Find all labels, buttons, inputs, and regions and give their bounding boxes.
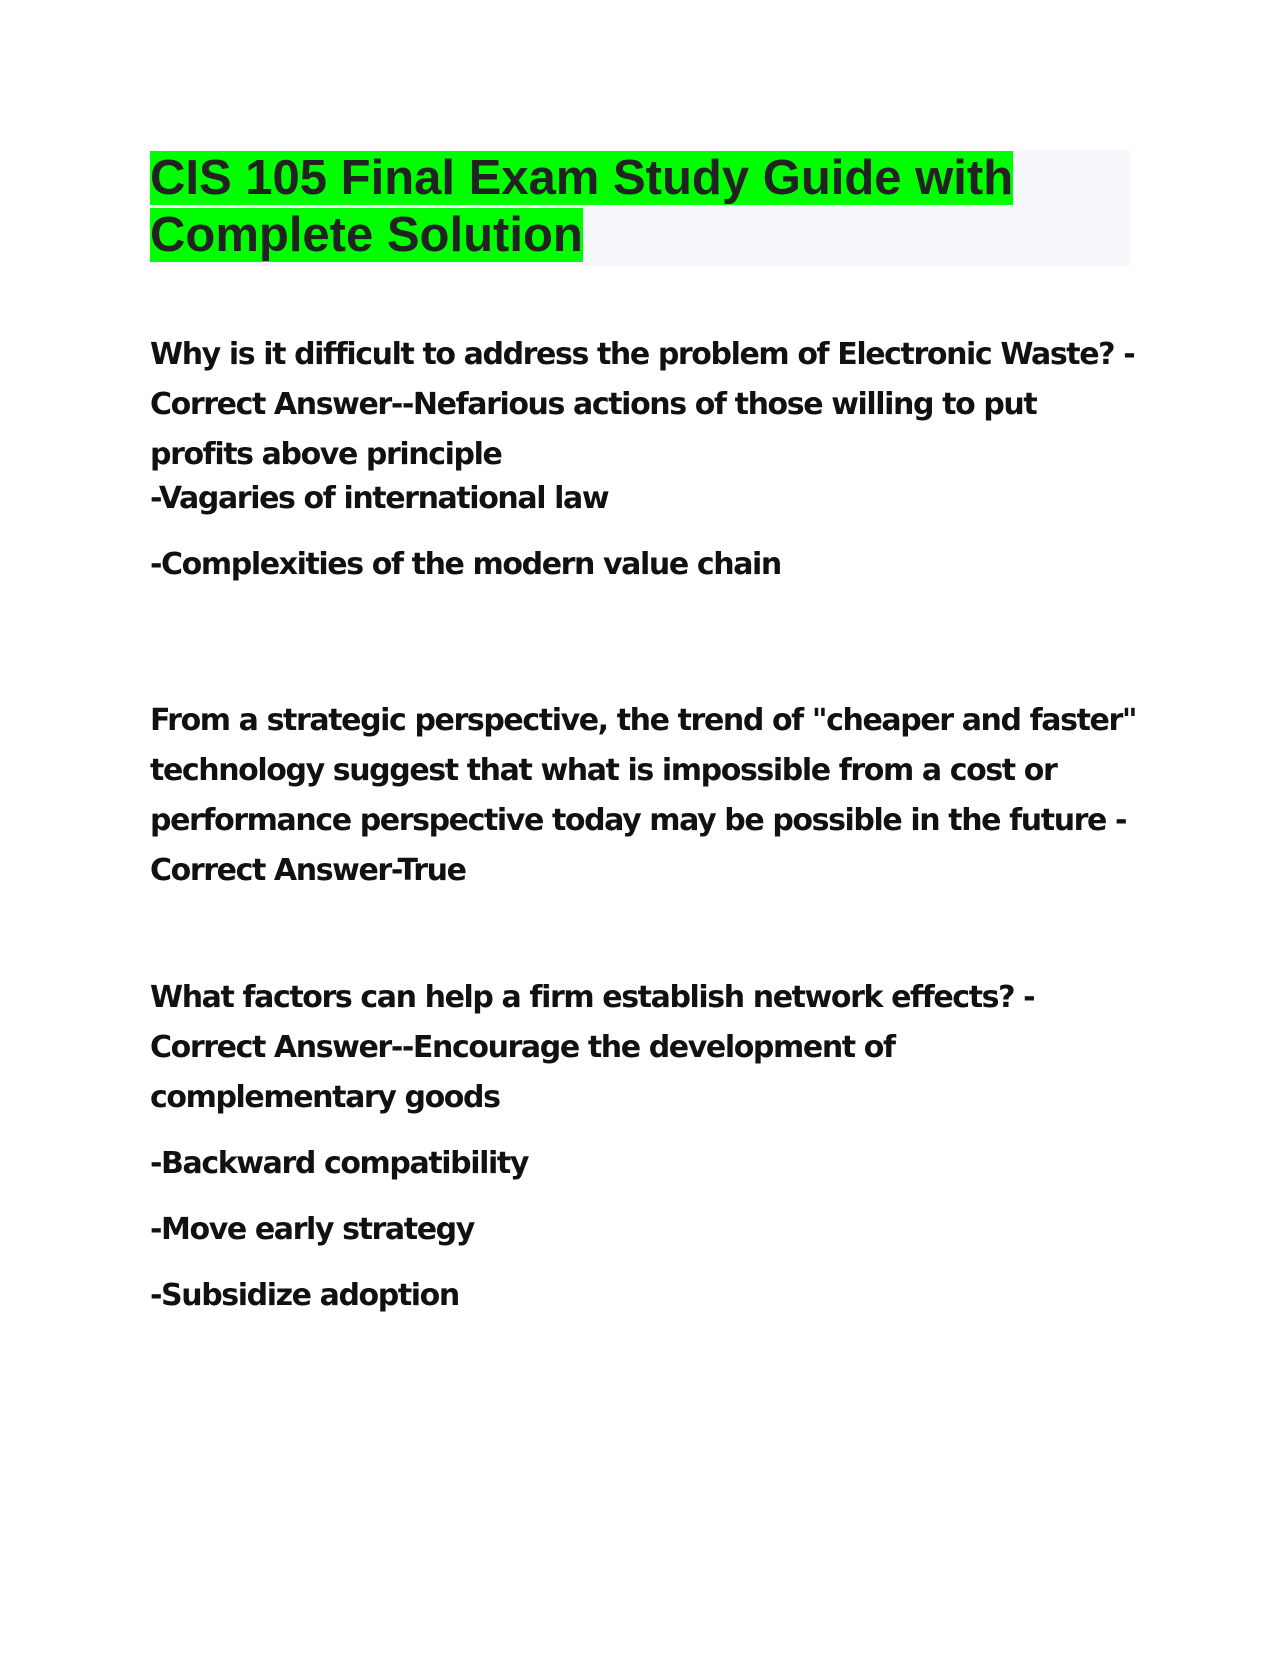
title-line-1: CIS 105 Final Exam Study Guide with xyxy=(150,151,1014,205)
answer-item: -Complexities of the modern value chain xyxy=(150,547,781,582)
question-2: From a strategic perspective, the trend of "cheaper and faster" technology suggest that what is impossible from a cost or performance perspective today may be possible in the future - Correct Answer-True xyxy=(150,703,1137,888)
question-1: Why is it difficult to address the problem of Electronic Waste? - Correct Answer--Nefarious actions of those willing to put profits above principle xyxy=(150,337,1135,472)
answer-item: -Move early strategy xyxy=(150,1212,474,1247)
answer-item: -Backward compatibility xyxy=(150,1146,528,1181)
title-line-2: Complete Solution xyxy=(150,208,583,262)
answer-item: -Subsidize adoption xyxy=(150,1278,459,1313)
question-3: What factors can help a firm establish network effects? - Correct Answer--Encourage the development of complementary goods xyxy=(150,980,1035,1115)
document-title xyxy=(150,150,1130,264)
answer-item: -Vagaries of international law xyxy=(150,481,609,516)
